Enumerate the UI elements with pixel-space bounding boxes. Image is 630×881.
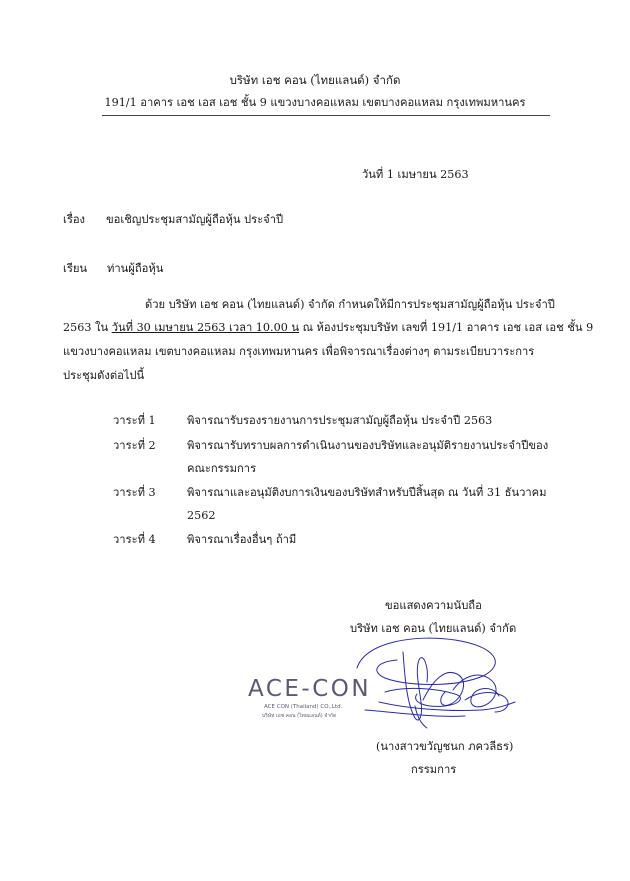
letter-date: วันที่ 1 เมษายน 2563 xyxy=(362,168,469,181)
body-line-2-start: 2563 ใน xyxy=(63,321,109,334)
agenda-text: พิจารณาเรื่องอื่นๆ ถ้ามี xyxy=(187,533,297,546)
agenda-label: วาระที่ 2 xyxy=(113,439,156,452)
signer-name: (นางสาวขวัญชนก ภควลีธร) xyxy=(376,740,514,753)
subject-label: เรื่อง xyxy=(63,213,86,226)
company-stamp-th: บริษัท เอช คอน (ไทยแลนด์) จำกัด xyxy=(262,713,337,719)
subject-text: ขอเชิญประชุมสามัญผู้ถือหุ้น ประจำปี xyxy=(106,213,284,226)
agenda-label: วาระที่ 3 xyxy=(113,486,156,499)
agenda-text: พิจารณารับทราบผลการดำเนินงานของบริษัทและอนุมัติรายงานประจำปีของ xyxy=(187,439,549,452)
body-line-4: ประชุมดังต่อไปนี้ xyxy=(63,369,145,382)
agenda-text-cont: คณะกรรมการ xyxy=(187,462,257,475)
body-line-3: แขวงบางคอแหลม เขตบางคอแหลม กรุงเทพมหานคร เพื่อพิจารณาเรื่องต่างๆ ตามระเบียบวาระการ xyxy=(63,345,535,358)
body-line-2-end: ณ ห้องประชุมบริษัท เลขที่ 191/1 อาคาร เอช เอส เอช ชั้น 9 xyxy=(302,321,594,334)
agenda-text-cont: 2562 xyxy=(187,509,216,522)
company-logo: ACE-CON xyxy=(248,676,372,702)
addressee-label: เรียน xyxy=(63,262,88,275)
header-divider xyxy=(102,115,550,116)
closing-regards: ขอแสดงความนับถือ xyxy=(385,599,482,612)
agenda-label: วาระที่ 4 xyxy=(113,533,156,546)
agenda-text: พิจารณารับรองรายงานการประชุมสามัญผู้ถือหุ้น ประจำปี 2563 xyxy=(187,414,493,427)
company-name: บริษัท เอช คอน (ไทยแลนด์) จำกัด xyxy=(229,73,401,87)
addressee-text: ท่านผู้ถือหุ้น xyxy=(107,262,164,275)
agenda-label: วาระที่ 1 xyxy=(113,414,156,427)
company-address: 191/1 อาคาร เอช เอส เอช ชั้น 9 แขวงบางคอแหลม เขตบางคอแหลม กรุงเทพมหานคร xyxy=(104,96,526,109)
company-stamp-en: ACE CON (Thailand) CO.,Ltd. xyxy=(264,704,343,710)
meeting-datetime: วันที่ 30 เมษายน 2563 เวลา 10.00 น xyxy=(111,321,300,334)
closing-company: บริษัท เอช คอน (ไทยแลนด์) จำกัด xyxy=(350,622,517,635)
body-line-2 xyxy=(63,320,593,336)
agenda-text: พิจารณาและอนุมัติงบการเงินของบริษัทสำหรับปีสิ้นสุด ณ วันที่ 31 ธันวาคม xyxy=(187,486,547,499)
signature-icon xyxy=(345,630,530,735)
signer-position: กรรมการ xyxy=(411,763,457,776)
body-line-1: ด้วย บริษัท เอช คอน (ไทยแลนด์) จำกัด กำหนดให้มีการประชุมสามัญผู้ถือหุ้น ประจำปี xyxy=(145,298,555,311)
